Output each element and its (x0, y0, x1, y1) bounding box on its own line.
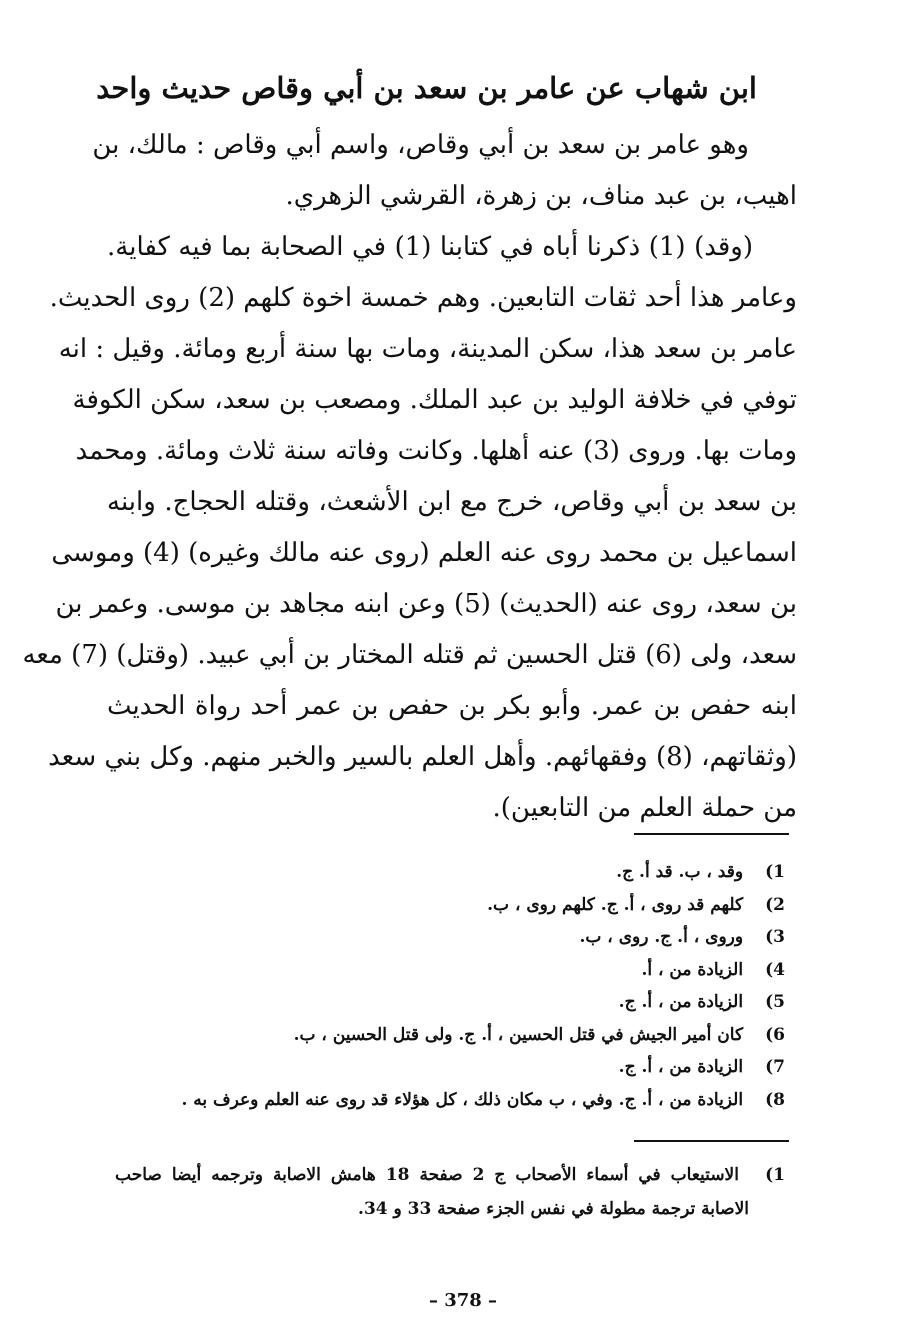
body-line: ومات بها. وروى (3) عنه أهلها. وكانت وفاته سنة ثلاث ومائة. ومحمد (75, 436, 797, 466)
footnotes (145, 856, 785, 1116)
footnote-item (145, 1051, 785, 1084)
body-line: اسماعيل بن محمد روى عنه العلم (روى عنه مالك وغيره) (4) وموسى (51, 538, 797, 568)
editor-note-line (115, 1158, 785, 1192)
body-line: وهو عامر بن سعد بن أبي وقاص، واسم أبي وقاص : مالك، بن (92, 130, 749, 160)
body-line: ابنه حفص بن عمر. وأبو بكر بن حفص بن عمر أحد رواة الحديث (107, 691, 797, 721)
footnote-number: 4) (765, 959, 785, 980)
footnote-number: 7) (765, 1057, 785, 1077)
body-line: بن سعد، روى عنه (الحديث) (5) وعن ابنه مجاهد بن موسى. وعمر بن (55, 589, 797, 619)
footnote-text: كان أمير الجيش في قتل الحسين ، أ. ج. ولى قتل الحسين ، ب. (293, 1024, 744, 1045)
body-line: (وقد) (1) ذكرنا أباه في كتابنا (1) في الصحابة بما فيه كفاية. (107, 232, 754, 262)
footnote-item (145, 921, 785, 954)
body-line: عامر بن سعد هذا، سكن المدينة، ومات بها سنة أربع ومائة. وقيل : انه (58, 334, 797, 364)
body-line: (وثقاتهم، (8) وفقهائهم. وأهل العلم بالسير والخبر منهم. وكل بني سعد (48, 742, 797, 772)
body-line: توفي في خلافة الوليد بن عبد الملك. ومصعب بن سعد، سكن الكوفة (72, 385, 797, 415)
editor-note-line: الاصابة ترجمة مطولة في نفس الجزء صفحة 33 و 34. (358, 1199, 749, 1219)
editor-note-number: 1) (765, 1165, 785, 1185)
footnote-text: وروى ، أ. ج. روى ، ب. (579, 927, 744, 947)
chapter-title: ابن شهاب عن عامر بن سعد بن أبي وقاص حديث واحد (96, 71, 757, 105)
body-text (22, 120, 797, 834)
body-line: سعد، ولى (6) قتل الحسين ثم قتله المختار بن أبي عبيد. (وقتل) (7) معه (22, 640, 797, 670)
footnote-item (145, 889, 785, 922)
footnote-text: وقد ، ب. قد أ. ج. (616, 862, 744, 882)
footnote-item (145, 1019, 785, 1052)
footnote-item (145, 986, 785, 1019)
body-line: من حملة العلم من التابعين). (492, 793, 797, 823)
body-line: اهيب، بن عبد مناف، بن زهرة، القرشي الزهري. (285, 181, 797, 211)
footnote-text: الزيادة من ، أ. ج. وفي ، ب مكان ذلك ، كل هؤلاء قد روى عنه العلم وعرف به . (181, 1089, 744, 1110)
footnote-item (145, 856, 785, 889)
footnote-item (145, 1084, 785, 1117)
footnote-item (145, 954, 785, 987)
footnote-number: 5) (765, 992, 785, 1012)
footnote-number: 2) (765, 894, 785, 915)
footnote-number: 3) (765, 927, 785, 947)
footnote-number: 8) (765, 1089, 785, 1110)
footnote-separator (634, 833, 789, 835)
page-number: – 378 – (428, 1290, 498, 1311)
editor-note-item (115, 1158, 785, 1226)
footnote-number: 6) (765, 1024, 785, 1045)
footnote-number: 1) (765, 862, 785, 882)
editor-notes (115, 1158, 785, 1226)
footnote-text: الزيادة من ، أ. ج. (618, 992, 744, 1012)
body-line: بن سعد بن أبي وقاص، خرج مع ابن الأشعث، وقتله الحجاج. وابنه (107, 487, 797, 517)
footnote-text: الزيادة من ، أ. ج. (618, 1057, 744, 1077)
editor-note-text: الاستيعاب في أسماء الأصحاب ج 2 صفحة 18 هامش الاصابة وترجمه أيضا صاحب (115, 1165, 739, 1185)
body-line: وعامر هذا أحد ثقات التابعين. وهم خمسة اخوة كلهم (2) روى الحديث. (49, 283, 797, 313)
footnote-text: كلهم قد روى ، أ. ج. كلهم روى ، ب. (487, 894, 744, 915)
editor-note-separator (634, 1140, 789, 1142)
footnote-text: الزيادة من ، أ. (641, 959, 744, 980)
